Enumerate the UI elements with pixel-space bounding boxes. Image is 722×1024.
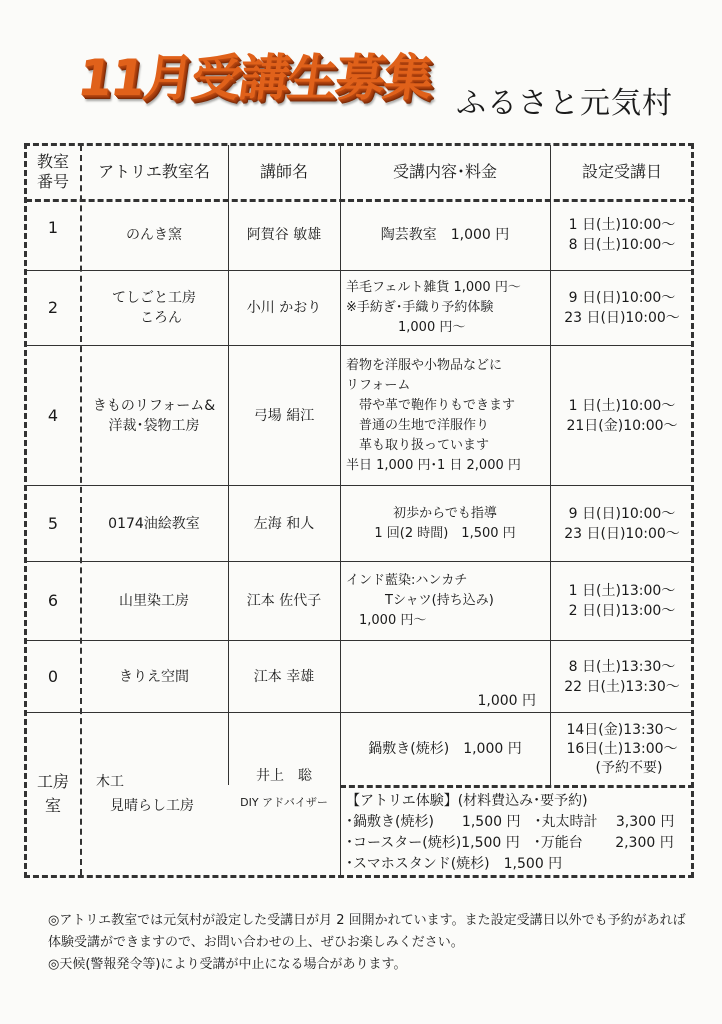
class-dates: 8 日(土)13:30～ 22 日(土)13:30～: [564, 658, 680, 695]
teacher-name: 左海 和人: [253, 515, 315, 532]
class-name: のんき窯: [126, 227, 182, 243]
teacher-name: 阿賀谷 敏雄: [246, 227, 322, 243]
row-number: 4: [47, 405, 59, 425]
teacher-name: 小川 かおり: [246, 300, 322, 316]
teacher-name: 井上 聡: [256, 768, 312, 784]
class-name: きりえ空間: [119, 668, 189, 685]
header-dates: 設定受講日: [581, 162, 662, 181]
class-dates: 1 日(土)13:00～ 2 日(日)13:00～: [568, 583, 676, 619]
class-content: 羊毛フェルト雑貨 1,000 円～ ※手紡ぎ･手織り予約体験 1,000 円～: [346, 280, 521, 335]
teacher-name: 弓場 絹江: [253, 407, 315, 424]
atelier-divider: [340, 785, 694, 788]
atelier-item: ･スマホスタンド(焼杉) 1,500 円: [346, 856, 563, 872]
class-dates: 1 日(土)10:00～ 21日(金)10:00～: [566, 397, 678, 434]
header-content: 受講内容･料金: [392, 162, 497, 181]
header-teacher: 講師名: [259, 162, 308, 181]
atelier-title: 【アトリエ体験】(材料費込み･要予約): [346, 793, 588, 809]
header-name: アトリエ教室名: [98, 162, 210, 181]
row-number: 6: [47, 591, 59, 610]
row-number: 0: [47, 666, 59, 686]
class-content: 着物を洋服や小物品などに リフォーム 帯や革で鞄作りもできます 普通の生地で洋服作り 革も取り扱っています 半日 1,000 円･1 日 2,000 円: [346, 357, 521, 473]
class-content: 鍋敷き(焼杉) 1,000 円: [368, 741, 522, 757]
footer-note: ◎天候(警報発令等)により受講が中止になる場合があります。: [48, 957, 407, 972]
class-name: てしごと工房 ころん: [112, 290, 196, 326]
class-content: 1,000 円: [477, 693, 536, 709]
row-number: 工房 室: [36, 772, 69, 815]
class-content: 陶芸教室 1,000 円: [380, 227, 510, 243]
page-title: 11月受講生募集: [73, 49, 436, 107]
row-number: 2: [47, 298, 59, 317]
class-content: 初歩からでも指導 1 回(2 時間) 1,500 円: [374, 505, 516, 541]
class-dates: 1 日(土)10:00～ 8 日(土)10:00～: [568, 217, 676, 253]
class-content: インド藍染:ハンカチ Tシャツ(持ち込み) 1,000 円～: [346, 573, 494, 628]
class-name: 木工 見晴らし工房: [96, 774, 194, 814]
atelier-item: ･鍋敷き(焼杉) 1,500 円 ･丸太時計 3,300 円: [346, 814, 675, 830]
class-dates: 9 日(日)10:00～ 23 日(日)10:00～: [564, 505, 680, 542]
class-dates: 9 日(日)10:00～ 23 日(日)10:00～: [564, 290, 680, 326]
title-logo: [73, 38, 438, 118]
row-number: 5: [47, 513, 59, 533]
class-name: 山里染工房: [119, 593, 189, 609]
class-name: きものリフォーム& 洋裁･袋物工房: [92, 397, 216, 434]
teacher-title: DIY アドバイザー: [240, 796, 328, 809]
row-number: 1: [47, 217, 59, 237]
teacher-name: 江本 幸雄: [253, 668, 315, 685]
header-no: 教室 番号: [36, 152, 69, 191]
class-name: 0174油絵教室: [108, 515, 200, 532]
footer-note: ◎アトリエ教室では元気村が設定した受講日が月 2 回開かれています。また設定受講日以外でも予約があれば体験受講ができますので、お問い合わせの上、ぜひお楽しみください。: [48, 913, 686, 950]
class-dates: 14日(金)13:30～ 16日(土)13:00～ (予約不要): [566, 721, 678, 776]
teacher-name: 江本 佐代子: [246, 593, 322, 609]
page-subtitle: ふるさと元気村: [456, 86, 673, 121]
atelier-item: ･コースター(焼杉)1,500 円 ･万能台 2,300 円: [346, 835, 674, 851]
